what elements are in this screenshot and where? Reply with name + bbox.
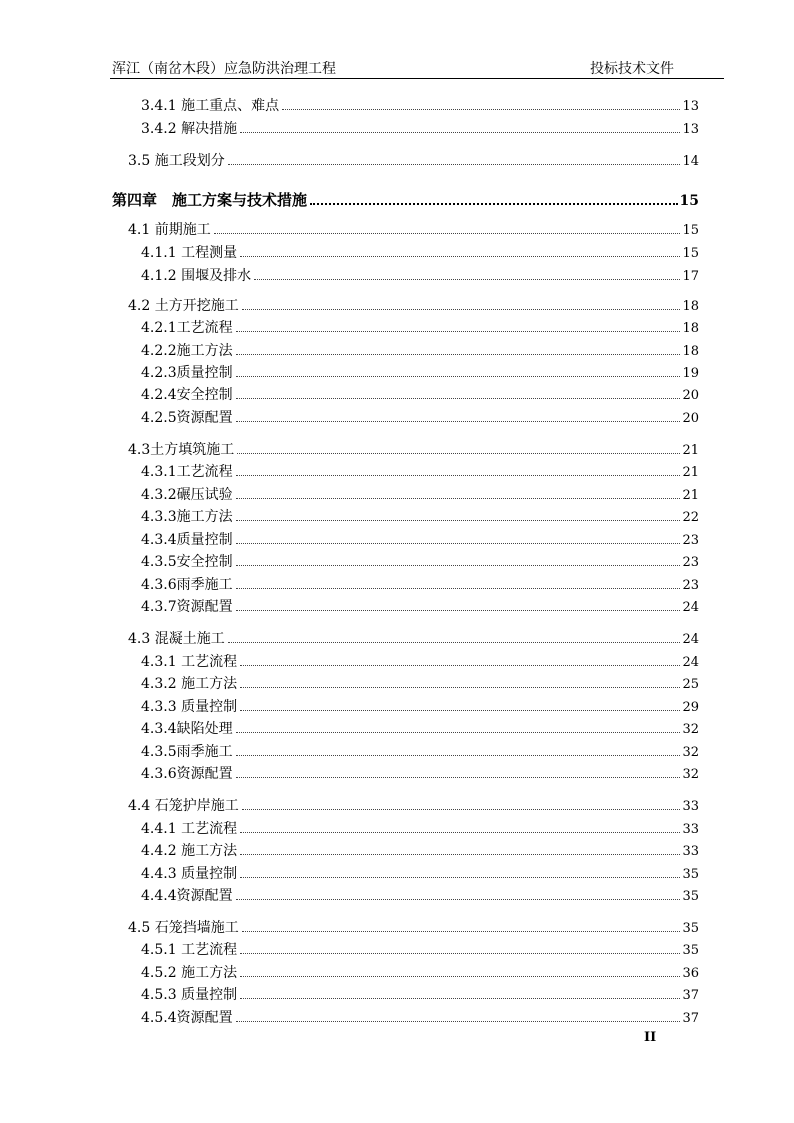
toc-entry-page: 35 (682, 943, 699, 958)
toc-leader-dots (240, 686, 680, 688)
toc-entry-page: 33 (682, 799, 699, 814)
toc-entry-label: 4.5.1 工艺流程 (141, 942, 238, 958)
toc-entry-label: 4.1.2 围堰及排水 (141, 268, 252, 284)
toc-entry-page: 33 (682, 822, 699, 837)
toc-entry-label: 4.3.3施工方法 (141, 509, 233, 525)
toc-leader-dots (240, 975, 680, 977)
toc-entry-page: 35 (682, 889, 699, 904)
toc-entry-label: 4.5.2 施工方法 (141, 965, 238, 981)
toc-entry-page: 35 (682, 921, 699, 936)
toc-leader-dots (236, 609, 681, 611)
toc-entry-page: 24 (682, 632, 699, 647)
toc-entry-label: 4.4.1 工艺流程 (141, 821, 238, 837)
toc-leader-dots (236, 474, 681, 476)
toc-entry-page: 15 (682, 223, 699, 238)
toc-leader-dots (236, 564, 681, 566)
toc-leader-dots (310, 202, 678, 205)
toc-entry[interactable] (128, 296, 699, 316)
toc-entry-label: 4.5.4资源配置 (141, 1010, 233, 1026)
toc-entry-page: 14 (682, 154, 699, 169)
toc-entry-label: 4.1 前期施工 (128, 222, 211, 238)
toc-entry-label: 4.1.1 工程测量 (141, 245, 238, 261)
toc-entry-label: 4.5 石笼挡墙施工 (128, 920, 239, 936)
toc-chapter-entry[interactable] (112, 190, 699, 210)
toc-entry[interactable] (141, 243, 699, 263)
toc-entry-label: 4.2.1工艺流程 (141, 320, 233, 336)
toc-entry-label: 4.3.4缺陷处理 (141, 721, 233, 737)
toc-entry[interactable] (141, 408, 699, 428)
toc-entry-page: 25 (682, 677, 699, 692)
toc-entry-label: 4.3.4质量控制 (141, 532, 233, 548)
toc-entry[interactable] (141, 652, 699, 672)
toc-entry-page: 19 (682, 366, 699, 381)
toc-entry-label: 4.3.5雨季施工 (141, 744, 233, 760)
toc-entry-page: 22 (682, 510, 699, 525)
header-document-type: 投标技术文件 (590, 61, 674, 77)
toc-entry-page: 15 (682, 246, 699, 261)
toc-entry-page: 20 (682, 388, 699, 403)
toc-entry-page: 32 (682, 745, 699, 760)
toc-leader-dots (240, 831, 680, 833)
toc-entry-label: 3.5 施工段划分 (128, 153, 225, 169)
toc-entry[interactable] (128, 796, 699, 816)
toc-entry-page: 17 (682, 269, 699, 284)
toc-leader-dots (236, 754, 681, 756)
toc-entry-label: 4.3.2碾压试验 (141, 487, 233, 503)
toc-entry-label: 4.3土方填筑施工 (128, 442, 235, 458)
toc-leader-dots (237, 452, 680, 454)
toc-entry-page: 23 (682, 555, 699, 570)
toc-entry-page: 20 (682, 411, 699, 426)
toc-entry-label: 4.2.3质量控制 (141, 365, 233, 381)
toc-entry-page: 23 (682, 578, 699, 593)
toc-entry[interactable] (141, 485, 699, 505)
toc-leader-dots (240, 952, 680, 954)
toc-entry-label: 4.3.6资源配置 (141, 766, 233, 782)
toc-entry[interactable] (141, 575, 699, 595)
toc-entry-page: 32 (682, 767, 699, 782)
toc-entry[interactable] (141, 385, 699, 405)
toc-entry-page: 13 (682, 122, 699, 137)
toc-leader-dots (242, 308, 681, 310)
toc-entry-label: 4.4.2 施工方法 (141, 843, 238, 859)
toc-entry-page: 35 (682, 867, 699, 882)
toc-entry[interactable] (128, 629, 699, 649)
toc-entry-page: 18 (682, 321, 699, 336)
toc-entry-page: 21 (682, 488, 699, 503)
toc-leader-dots (240, 709, 680, 711)
toc-entry-page: 29 (682, 700, 699, 715)
toc-entry-label: 4.4.4资源配置 (141, 888, 233, 904)
toc-leader-dots (214, 232, 681, 234)
toc-entry-page: 15 (679, 193, 699, 209)
toc-entry[interactable] (141, 819, 699, 839)
toc-entry-label: 4.2.4安全控制 (141, 387, 233, 403)
toc-leader-dots (282, 108, 680, 110)
toc-entry[interactable] (128, 220, 699, 240)
toc-entry-page: 33 (682, 844, 699, 859)
toc-entry[interactable] (141, 963, 699, 983)
toc-leader-dots (236, 397, 681, 399)
toc-entry[interactable] (128, 151, 699, 171)
toc-entry-page: 24 (682, 655, 699, 670)
toc-entry-page: 18 (682, 299, 699, 314)
toc-leader-dots (228, 641, 681, 643)
toc-entry[interactable] (141, 719, 699, 739)
toc-leader-dots (236, 519, 681, 521)
toc-entry[interactable] (141, 940, 699, 960)
toc-entry-label: 3.4.1 施工重点、难点 (141, 98, 280, 114)
toc-entry-label: 4.3.1工艺流程 (141, 464, 233, 480)
toc-leader-dots (236, 898, 681, 900)
toc-entry[interactable] (141, 552, 699, 572)
toc-entry[interactable] (141, 1008, 699, 1028)
toc-entry-page: 23 (682, 533, 699, 548)
toc-entry-page: 18 (682, 344, 699, 359)
toc-entry-label: 4.3.2 施工方法 (141, 676, 238, 692)
toc-leader-dots (236, 542, 681, 544)
toc-leader-dots (240, 131, 680, 133)
toc-entry-label: 4.4.3 质量控制 (141, 866, 238, 882)
toc-leader-dots (236, 776, 681, 778)
toc-entry-page: 37 (682, 988, 699, 1003)
toc-entry-label: 4.3.5安全控制 (141, 554, 233, 570)
toc-entry-label: 4.3 混凝土施工 (128, 631, 225, 647)
toc-entry-page: 21 (682, 443, 699, 458)
toc-leader-dots (240, 997, 680, 999)
toc-leader-dots (242, 808, 681, 810)
page-header (110, 56, 724, 79)
toc-leader-dots (236, 330, 681, 332)
toc-entry-page: 32 (682, 722, 699, 737)
toc-entry-label: 4.2 土方开挖施工 (128, 298, 239, 314)
toc-entry-label: 4.2.2施工方法 (141, 343, 233, 359)
toc-entry[interactable] (128, 918, 699, 938)
toc-leader-dots (236, 731, 681, 733)
toc-leader-dots (254, 278, 680, 280)
toc-leader-dots (240, 853, 680, 855)
toc-leader-dots (236, 375, 681, 377)
toc-entry-label: 3.4.2 解决措施 (141, 121, 238, 137)
toc-entry-label: 4.2.5资源配置 (141, 410, 233, 426)
toc-entry-label: 4.5.3 质量控制 (141, 987, 238, 1003)
toc-leader-dots (236, 1020, 681, 1022)
toc-leader-dots (228, 163, 681, 165)
toc-entry[interactable] (141, 597, 699, 617)
toc-entry[interactable] (141, 985, 699, 1005)
toc-entry[interactable] (141, 764, 699, 784)
toc-entry[interactable] (141, 462, 699, 482)
toc-entry[interactable] (141, 507, 699, 527)
toc-entry[interactable] (141, 841, 699, 861)
toc-entry[interactable] (141, 119, 699, 139)
toc-entry[interactable] (141, 341, 699, 361)
toc-entry[interactable] (141, 96, 699, 116)
toc-leader-dots (240, 664, 680, 666)
toc-entry[interactable] (141, 266, 699, 286)
header-project-title: 浑江（南岔木段）应急防洪治理工程 (112, 61, 336, 77)
toc-entry-page: 37 (682, 1011, 699, 1026)
toc-entry[interactable] (128, 440, 699, 460)
page-number: II (644, 1030, 657, 1045)
toc-entry-page: 36 (682, 966, 699, 981)
toc-entry[interactable] (141, 363, 699, 383)
toc-entry-page: 13 (682, 99, 699, 114)
toc-entry[interactable] (141, 742, 699, 762)
toc-entry[interactable] (141, 318, 699, 338)
toc-leader-dots (236, 353, 681, 355)
toc-leader-dots (240, 876, 680, 878)
toc-entry-label: 第四章 施工方案与技术措施 (112, 191, 308, 209)
toc-entry[interactable] (141, 886, 699, 906)
toc-entry[interactable] (141, 864, 699, 884)
toc-leader-dots (236, 497, 681, 499)
toc-entry-page: 21 (682, 465, 699, 480)
toc-entry-label: 4.3.6雨季施工 (141, 577, 233, 593)
toc-leader-dots (242, 930, 681, 932)
toc-leader-dots (240, 255, 680, 257)
toc-entry-label: 4.3.7资源配置 (141, 599, 233, 615)
toc-entry-page: 24 (682, 600, 699, 615)
toc-entry-label: 4.3.3 质量控制 (141, 699, 238, 715)
toc-leader-dots (236, 420, 681, 422)
toc-entry-label: 4.3.1 工艺流程 (141, 654, 238, 670)
toc-entry[interactable] (141, 697, 699, 717)
toc-entry[interactable] (141, 530, 699, 550)
toc-leader-dots (236, 587, 681, 589)
toc-entry-label: 4.4 石笼护岸施工 (128, 798, 239, 814)
toc-entry[interactable] (141, 674, 699, 694)
